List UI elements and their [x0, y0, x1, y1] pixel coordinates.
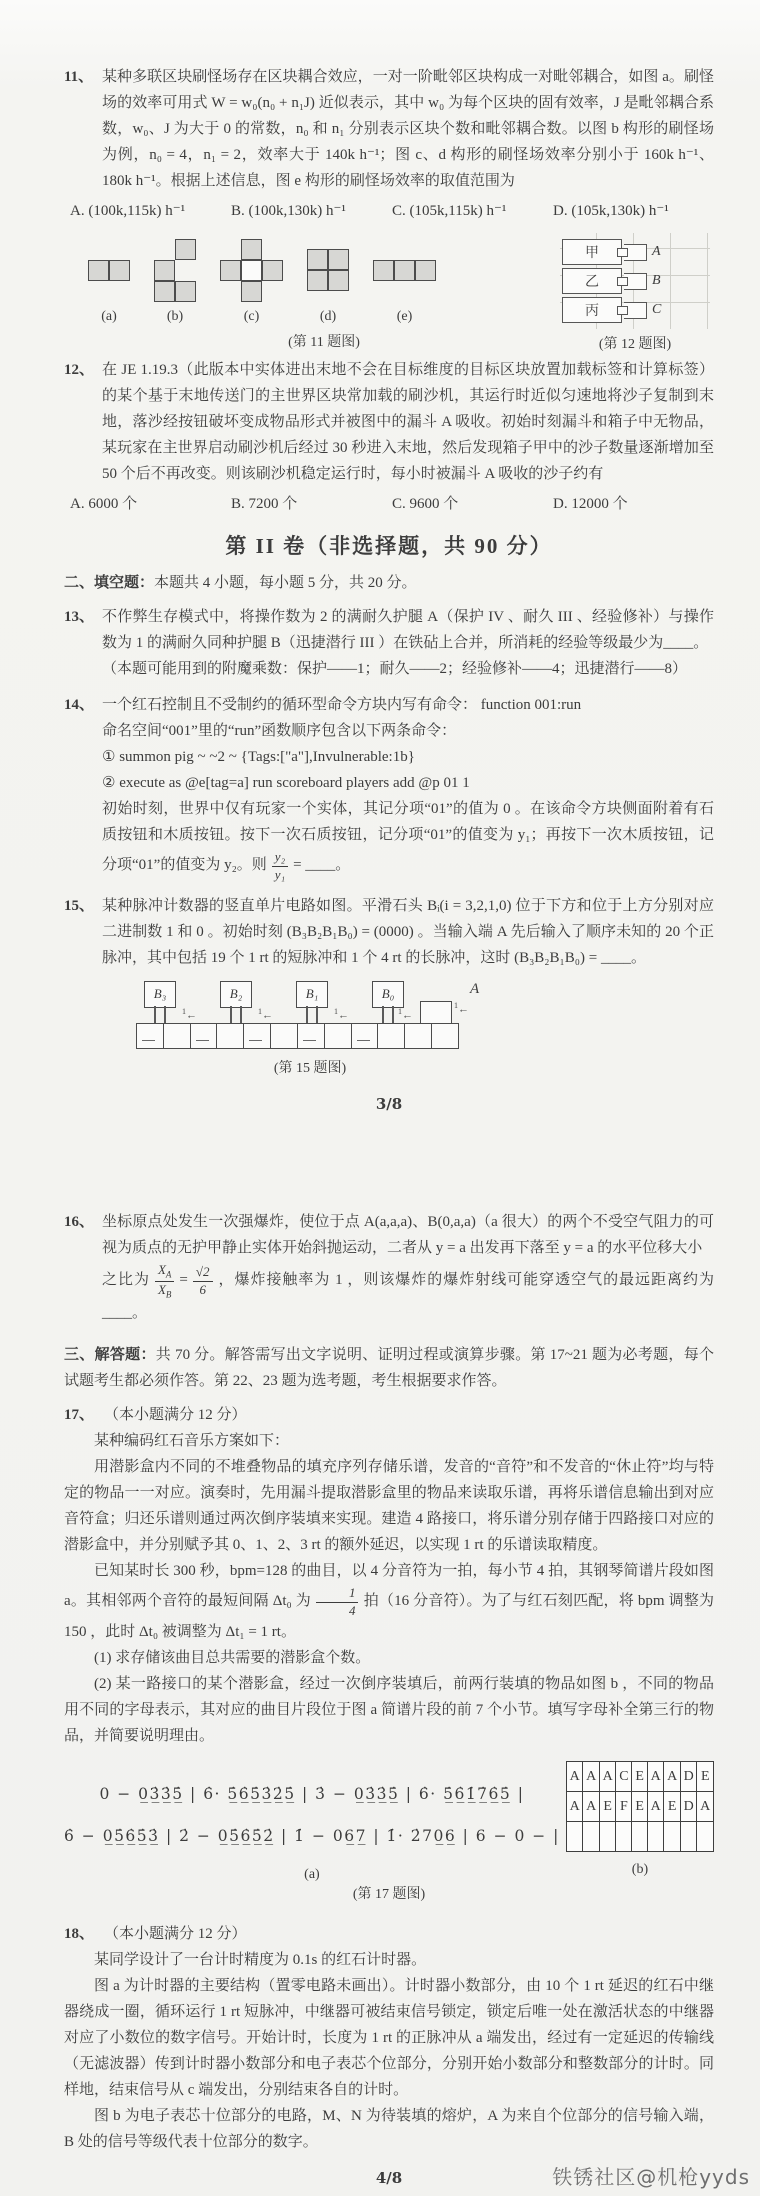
grid-table-cell: A	[599, 1762, 616, 1792]
block-cell	[241, 239, 262, 260]
equals-sign: =	[179, 1272, 188, 1288]
question-15-text: 某种脉冲计数器的竖直单片电路如图。平滑石头 Bᵢ(i = 3,2,1,0) 位于下方和位于上方分别对应二进制数 1 和 0 。初始时刻 (B₃B₂B₁B₀) = (0000) 。当输入端 A 先后输入了顺序未知的 20 个正脉冲，其中包括 19 个 1 rt 的短脉冲和 1 个 4 rt 的长脉冲，这时 (B₃B₂B₁B₀) = ____。	[102, 897, 714, 966]
question-18-p2: 图 a 为计时器的主要结构（置零电路未画出）。计时器小数部分，由 10 个 1 rt 延迟的红石中继器绕成一圈，循环运行 1 rt 短脉冲，中继器可被结束信号锁定，锁定后唯一处在激活状态的中继器对应了小数位的数字信号。开始计时，长度为 1 rt 的正脉冲从 a 端发出，经过有一定延迟的传输线（无滤波器）传到计时器小数部分和电子表芯个位部分，分别开始小数部分和整数部分的计时。同样地，结束信号从 c 端发出，分别结束各自的计时。	[64, 1978, 714, 2099]
shape-a-area	[88, 233, 130, 307]
fraction-numerator: 1	[316, 1585, 359, 1603]
option-c: C. (105k,115k) h⁻¹	[392, 203, 507, 219]
question-14-blank: = ____。	[293, 856, 351, 873]
figure-q15-caption: (第 15 题图)	[273, 1060, 347, 1076]
figures-row	[88, 233, 714, 353]
chest-row-3-label: C	[652, 302, 662, 317]
question-11	[64, 64, 714, 223]
hopper-chest-diagram	[560, 233, 710, 329]
question-17-p2: 用潜影盒内不同的不堆叠物品的填充序列存储乐谱，发音的“音符”和不发音的“休止符”均与特定的物品一一对应。演奏时，先用漏斗提取潜影盒里的物品来读取乐谱，再将乐谱信息输出到对应音符盒；归还乐谱则通过两次倒序装填来实现。建造 4 路接口，将乐谱分别存储于四路接口对应的潜影盒中，并分别赋予其 0、1、2、3 rt 的额外延迟，以实现 1 rt 的乐谱读取精度。	[64, 1459, 714, 1554]
fraction-denominator: y₁	[274, 866, 286, 882]
repeater-cell	[190, 1023, 218, 1049]
grid-table-cell: E	[697, 1762, 714, 1792]
page-number-3: 3/8	[375, 1094, 403, 1113]
fraction-sqrt2-6	[193, 1264, 213, 1299]
question-13-number: 13、	[64, 609, 95, 625]
comparator-icon	[624, 302, 647, 319]
grid-table-cell	[632, 1822, 647, 1852]
question-11-options	[70, 199, 714, 223]
grid-table-cell	[616, 1822, 632, 1852]
section3-header-rest: 共 70 分。解答需写出文字说明、证明过程或演算步骤。第 17~21 题为必考题，每个试题考生都必须作答。第 22、23 题为选考题，考生根据要求作答。	[64, 1347, 714, 1390]
item-table-row-3	[566, 1822, 713, 1852]
question-17-title	[64, 1402, 714, 1428]
stem	[306, 1006, 318, 1023]
block-cell	[415, 260, 436, 281]
question-11-number: 11、	[64, 69, 94, 85]
block-cell	[241, 281, 262, 302]
figure-q17a-score	[64, 1761, 560, 1883]
item-table-row-2	[566, 1792, 713, 1822]
grid-table-cell: A	[566, 1792, 583, 1822]
shape-c	[220, 233, 283, 327]
chest-row-1	[562, 239, 708, 265]
question-12	[64, 357, 714, 516]
block-cell	[109, 260, 130, 281]
left-arrow-icon: $^1$←	[182, 1006, 197, 1022]
left-arrow-icon: $^1$←	[334, 1006, 349, 1022]
question-18-title	[64, 1921, 714, 1947]
question-15-number: 15、	[64, 897, 95, 914]
question-14	[64, 692, 714, 883]
left-arrow-icon: $^1$←	[454, 1000, 469, 1016]
chest-jia: 甲	[562, 239, 622, 265]
block-cell	[154, 281, 175, 302]
figure-q17a-label: (a)	[304, 1867, 320, 1883]
repeater-cell	[297, 1023, 325, 1049]
shape-e-label: (e)	[396, 309, 413, 324]
block-cell	[307, 249, 328, 270]
part2-title: 第 II 卷（非选择题，共 90 分）	[225, 534, 553, 558]
ratio-lead: 之比为	[102, 1272, 150, 1288]
fraction-numerator: √2	[193, 1264, 213, 1282]
grid-table-cell	[664, 1822, 681, 1852]
block-cell	[373, 260, 394, 281]
question-17-p3	[64, 1558, 714, 1645]
shape-b	[154, 233, 196, 327]
block-cell	[404, 1023, 432, 1049]
chest-yi: 乙	[562, 268, 622, 294]
block-shape-diagram	[307, 249, 349, 291]
question-17-p3b: 拍（16 分音符）。为了与红石刻匹配，将 bpm 调整为 150 ，此时 Δt₀ 被调整为 Δt₁ = 1 rt。	[64, 1593, 715, 1641]
shape-d-area	[307, 233, 349, 307]
stem	[230, 1006, 242, 1023]
chest-bing: 丙	[562, 297, 622, 323]
fraction-1-4	[316, 1585, 359, 1620]
grid-table-cell: A	[664, 1762, 681, 1792]
stem	[154, 1006, 166, 1023]
section2-header-bold: 二、填空题：	[64, 575, 155, 591]
block-cell	[220, 260, 241, 281]
question-16-text-2	[102, 1261, 714, 1327]
figure-q17b-table	[566, 1761, 714, 1878]
block-cell	[324, 1023, 352, 1049]
left-arrow-icon: $^1$←	[258, 1006, 273, 1022]
shape-d	[307, 233, 349, 327]
option-c: C. 9600 个	[392, 496, 459, 512]
grid-table-cell: A	[566, 1762, 583, 1792]
block-shape-diagram	[154, 239, 196, 302]
grid-table-cell	[697, 1822, 714, 1852]
question-18-p1: 某同学设计了一台计时精度为 0.1s 的红石计时器。	[94, 1952, 427, 1969]
counter-bit-b0: B₀	[372, 981, 404, 1008]
fraction-denominator: $X_B$	[157, 1282, 172, 1300]
chest-row-2	[562, 268, 708, 294]
question-14-sub: 命名空间“001”里的“run”函数顺序包含以下两条命令：	[102, 723, 457, 739]
question-17-item-1: (1) 求存储该曲目总共需要的潜影盒个数。	[94, 1650, 371, 1667]
figure-q11-caption: (第 11 题图)	[288, 335, 360, 350]
question-17-p1: 某种编码红石音乐方案如下：	[94, 1433, 290, 1450]
shape-c-label: (c)	[243, 309, 260, 324]
figure-q12-caption: (第 12 题图)	[598, 337, 672, 352]
shape-b-label: (b)	[166, 309, 184, 324]
comparator-icon	[624, 273, 647, 290]
stem	[382, 1006, 394, 1023]
chest-row-2-label: B	[652, 273, 661, 288]
section3-header-bold: 三、解答题：	[64, 1347, 156, 1364]
block-cell	[216, 1023, 244, 1049]
option-d: D. 12000 个	[553, 496, 628, 512]
question-17-p3a: 已知某时长 300 秒，bpm=128 的曲目，以 4 分音符为一拍，每小节 4 拍，其钢琴简谱片段如图 a。其相邻两个音符的最短间隔 Δt₀ 为	[64, 1563, 714, 1610]
section2-header-rest: 本题共 4 小题，每小题 5 分，共 20 分。	[154, 575, 417, 591]
block-shape-diagram	[88, 260, 130, 281]
block-cell	[154, 260, 175, 281]
block-cell	[241, 260, 262, 281]
block-cell	[175, 239, 196, 260]
grid-table-cell: D	[680, 1792, 697, 1822]
repeater-cell	[243, 1023, 271, 1049]
grid-table-cell	[680, 1822, 697, 1852]
question-17-item-2: (2) 某一路接口的某个潜影盒，经过一次倒序装填后，前两行装填的物品如图 b ，不同的物品用不同的字母表示，其对应的曲目片段位于图 a 简谱片段的前 7 个小节。填写字母补全第三行的物品，并简要说明理由。	[64, 1676, 714, 1745]
counter-bit-b3: B₃	[144, 981, 176, 1008]
grid-table-cell: C	[616, 1762, 632, 1792]
grid-table-cell: E	[632, 1792, 647, 1822]
question-18-p3: 图 b 为电子表芯十位部分的电路，M、N 为待装填的熔炉，A 为来自个位部分的信号输入端，B 处的信号等级代表十位部分的数字。	[64, 2108, 714, 2151]
grid-table-cell	[566, 1822, 583, 1852]
fraction-xa-xb	[155, 1262, 174, 1302]
question-13-note: （本题可能用到的附魔乘数：保护——1；耐久——2；经验修补——4；迅捷潜行——8）	[102, 661, 688, 677]
question-17	[64, 1402, 714, 1903]
question-11-text: 某种多联区块刷怪场存在区块耦合效应，一对一阶毗邻区块构成一对毗邻耦合，如图 a。刷怪场的效率可用式 W = w₀(n₀ + n₁J) 近似表示，其中 w₀ 为每个区块的固有效率，J 是毗邻耦合系数，w₀、J 为大于 0 的常数，n₀ 和 n₁ 分别表示区块个数和毗邻耦合数。以图 b 构形的刷怪场为例，n₀ = 4，n₁ = 2，效率大于 140k h⁻¹；图 c、d 构形的刷怪场效率分别小于 160k h⁻¹、180k h⁻¹。根据上述信息，图 e 构形的刷怪场效率的取值范围为	[102, 69, 714, 189]
grid-table-cell: E	[632, 1762, 647, 1792]
figure-q12	[560, 233, 710, 353]
grid-table-cell: A	[583, 1792, 600, 1822]
block-cell	[431, 1023, 459, 1049]
repeater-cell	[136, 1023, 164, 1049]
fraction-y2-y1	[272, 849, 288, 884]
chest-row-3	[562, 297, 708, 323]
grid-table-cell: F	[616, 1792, 632, 1822]
question-13	[64, 604, 714, 682]
grid-table-cell: D	[680, 1762, 697, 1792]
option-a: A. (100k,115k) h⁻¹	[70, 203, 186, 219]
question-16	[64, 1209, 714, 1327]
grid-table-cell	[583, 1822, 600, 1852]
question-17-number: 17、	[64, 1407, 95, 1424]
shape-e	[373, 233, 436, 327]
question-17-score: （本小题满分 12 分）	[104, 1407, 247, 1424]
grid-table-cell	[599, 1822, 616, 1852]
grid-table-cell: E	[664, 1792, 681, 1822]
page-number-4: 4/8	[375, 2169, 403, 2188]
figure-q17-caption: (第 17 题图)	[352, 1887, 426, 1903]
fraction-denominator: 6	[199, 1282, 206, 1298]
question-14-command-2: ② execute as @e[tag=a] run scoreboard players add @p 01 1	[102, 775, 470, 791]
figure-q17b-label: (b)	[631, 1862, 649, 1878]
question-13-text: 不作弊生存模式中，将操作数为 2 的满耐久护腿 A（保护 IV 、耐久 III 、经验修补）与操作数为 1 的满耐久同种护腿 B（迅捷潜行 III ）在铁砧上合并，所消耗的经验等级最少为____。	[102, 609, 714, 651]
section2-header	[64, 570, 714, 596]
block-cell	[394, 260, 415, 281]
item-table-row-1	[566, 1762, 713, 1792]
circuit-strip	[136, 1023, 458, 1049]
block-shape-diagram	[373, 260, 436, 281]
block-cell	[307, 270, 328, 291]
shape-c-area	[220, 233, 283, 307]
repeater-cell	[351, 1023, 379, 1049]
block-cell	[328, 270, 349, 291]
option-d: D. (105k,130k) h⁻¹	[553, 203, 669, 219]
question-14-number: 14、	[64, 697, 95, 713]
question-15	[64, 893, 714, 1085]
block-cell	[377, 1023, 405, 1049]
grid-table-cell: A	[647, 1762, 664, 1792]
question-18-score: （本小题满分 12 分）	[104, 1926, 247, 1943]
item-grid-table	[566, 1761, 714, 1852]
input-a-label: A	[470, 980, 480, 997]
question-14-body-text: 初始时刻，世界中仅有玩家一个实体，其记分项“01”的值为 0 。在该命令方块侧面附着有石质按钮和木质按钮。按下一次石质按钮，记分项“01”的值变为 y₁；再按下一次木质按钮，记分项“01”的值变为 y₂。则	[102, 801, 714, 873]
question-16-number: 16、	[64, 1213, 95, 1230]
question-14-body	[102, 796, 714, 883]
grid-table-cell: A	[697, 1792, 714, 1822]
left-arrow-icon: $^1$←	[398, 1006, 413, 1022]
fraction-numerator: y₂	[272, 849, 288, 867]
grid-table-cell: A	[647, 1792, 664, 1822]
question-16-text-1: 坐标原点处发生一次强爆炸，使位于点 A(a,a,a)、B(0,a,a)（a 很大）的两个不受空气阻力的可视为质点的无护甲静止实体开始斜抛运动，二者从 y = a 出发再下落至 y = a 的水平位移大小	[102, 1213, 714, 1256]
block-cell	[88, 260, 109, 281]
chest-row-1-label: A	[652, 244, 661, 259]
question-14-command-1: ① summon pig ~ ~2 ~ {Tags:["a"],Invulnerable:1b}	[102, 749, 415, 765]
block-cell	[328, 249, 349, 270]
grid-table-cell: A	[583, 1762, 600, 1792]
block-cell	[163, 1023, 191, 1049]
option-a: A. 6000 个	[70, 496, 138, 512]
question-16-tail: ，爆炸接触率为 1 ，则该爆炸的爆炸射线可能穿透空气的最远距离约为____。	[102, 1272, 714, 1322]
question-18-number: 18、	[64, 1926, 95, 1943]
block-cell	[270, 1023, 298, 1049]
counter-bit-b2: B₂	[220, 981, 252, 1008]
grid-table-cell	[647, 1822, 664, 1852]
watermark: 铁锈社区@机枪yyds	[552, 2165, 750, 2189]
page-gap	[64, 1113, 714, 1209]
option-b: B. 7200 个	[231, 496, 298, 512]
question-14-intro: 一个红石控制且不受制约的循环型命令方块内写有命令： function 001:run	[102, 697, 582, 713]
block-shapes	[88, 233, 560, 327]
shape-a-label: (a)	[101, 309, 117, 324]
figure-q11	[88, 233, 560, 351]
comparator-icon	[624, 244, 647, 261]
figure-q15-circuit	[136, 981, 484, 1085]
block-cell	[262, 260, 283, 281]
question-12-text: 在 JE 1.19.3（此版本中实体进出末地不会在目标维度的目标区块放置加载标签和计算标签）的某个基于末地传送门的主世界区块常加载的刷沙机，其运行时近似匀速地将沙子复制到末地，落沙经按钮破坏变成物品形式并被图中的漏斗 A 吸收。初始时刻漏斗和箱子中无物品，某玩家在主世界启动刷沙机后经过 30 秒进入末地，然后发现箱子甲中的沙子数量逐渐增加至 50 个后不再改变。则该刷沙机稳定运行时，每小时被漏斗 A 吸收的沙子约有	[102, 362, 714, 482]
question-18	[64, 1921, 714, 2155]
shape-b-area	[154, 233, 196, 307]
counter-bit-b1: B₁	[296, 981, 328, 1008]
option-b: B. (100k,130k) h⁻¹	[231, 203, 346, 219]
block-shape-diagram	[220, 239, 283, 302]
fraction-numerator: $X_A$	[155, 1262, 174, 1282]
shape-d-label: (d)	[319, 309, 337, 324]
jianpu-line-2: 6̇ − 0̲5̲̇6̲̇5̲̇3̲̇ | 2̇ − 0̲5̲̇6̲̇5̲̇2̲̇ | 1̇ − 06̲7̲ | 1̇· 2̇70̲6̲ | 6 − 0 − |	[64, 1827, 560, 1846]
grid-table-cell: E	[599, 1792, 616, 1822]
block-cell	[175, 281, 196, 302]
shape-e-area	[373, 233, 436, 307]
fraction-denominator: 4	[348, 1603, 356, 1619]
shape-a	[88, 233, 130, 327]
section3-header	[64, 1342, 714, 1394]
question-12-number: 12、	[64, 362, 95, 378]
question-12-options	[70, 492, 714, 516]
figure-q17	[64, 1761, 714, 1883]
jianpu-line-1: 0 − 0̲3̲̇3̲̇5̲̇ | 6̇· 5̲̇6̲̇5̲̇3̲̇2̲̇5̲̇ | 3̇ − 0̲3̲̇3̲̇5̲̇ | 6̇· 5̲̇6̲̇1̲̇7̲̇6̲̇5̲̇ |	[99, 1785, 525, 1804]
